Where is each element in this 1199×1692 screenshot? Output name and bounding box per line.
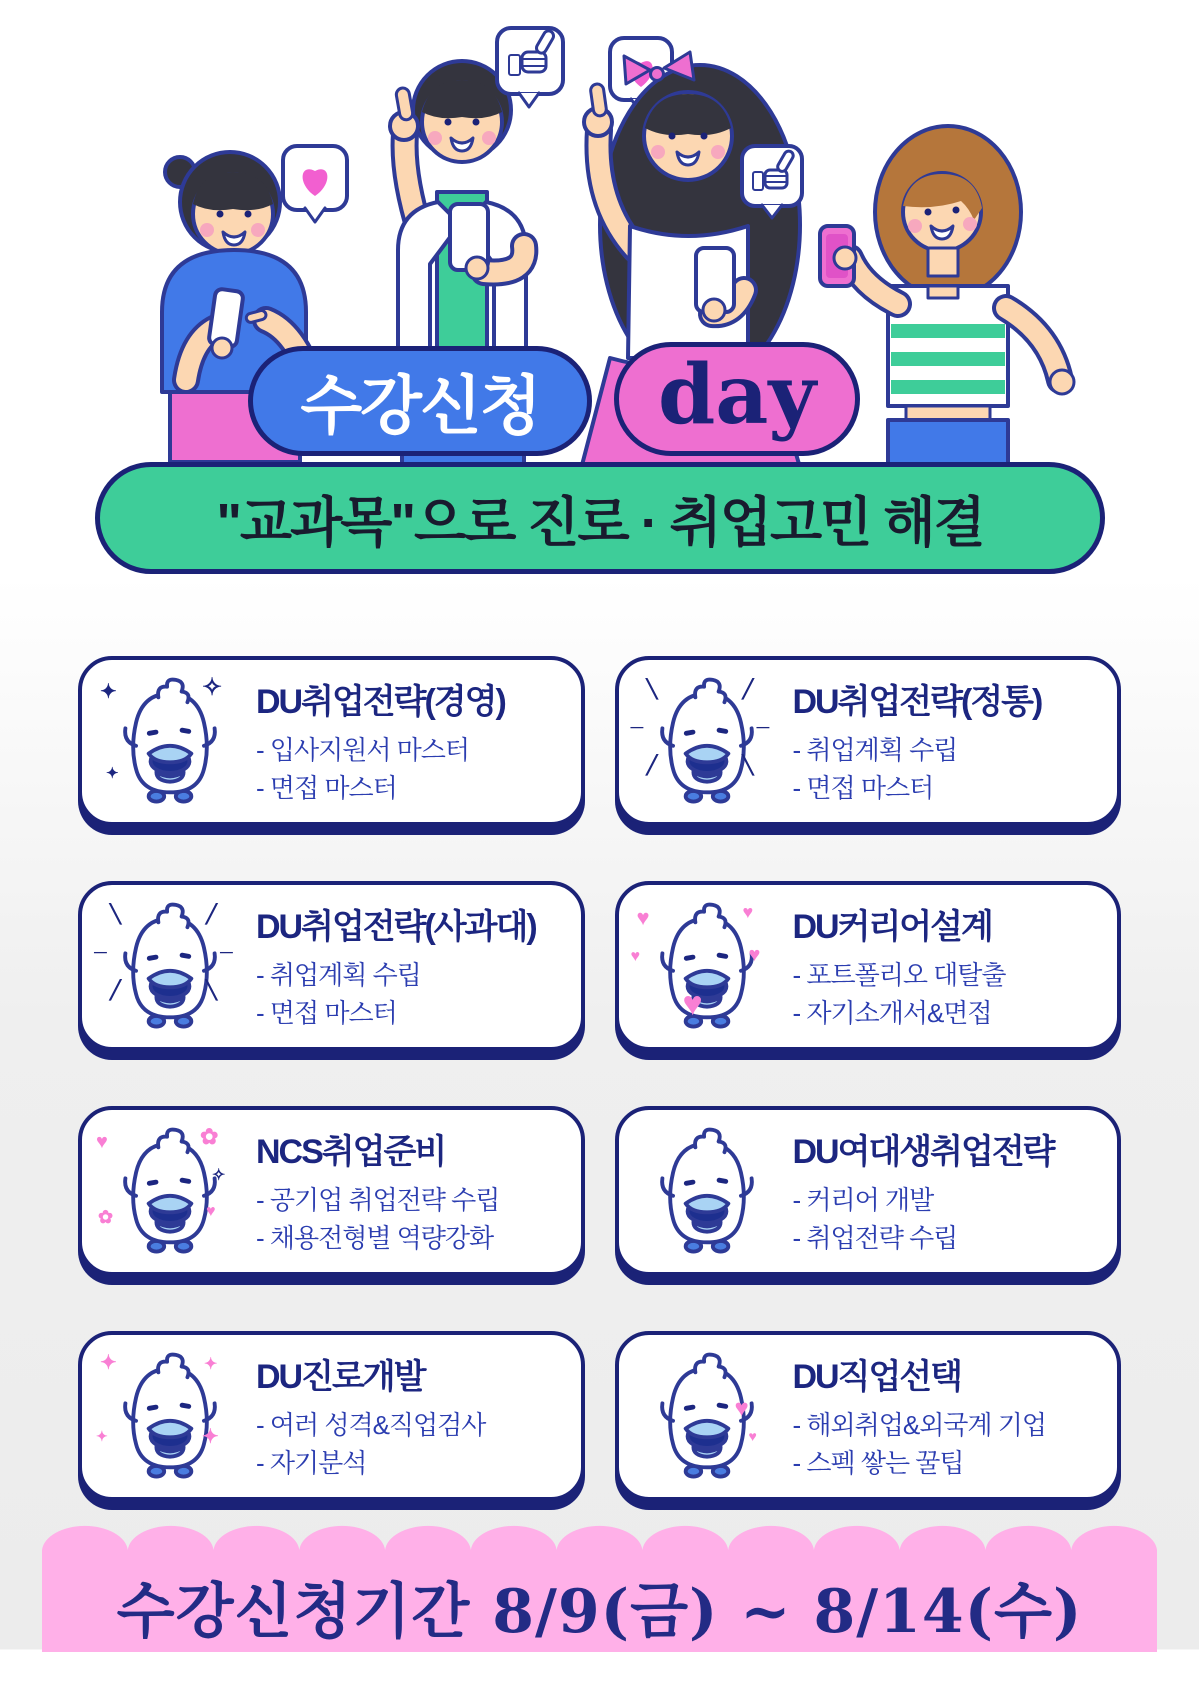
headline-banner (95, 462, 1105, 574)
duck-icon (106, 1126, 234, 1254)
card-text (246, 1349, 485, 1482)
pink-accent-glyph: ✿ (98, 1207, 114, 1227)
pink-accent-glyph: ♥ (748, 1428, 757, 1444)
card-bullet: - 커리어 개발 (792, 1185, 934, 1216)
card-title: DU취업전략(사과대) (256, 908, 536, 947)
card-bullet: - 스펙 쌓는 꿀팁 (792, 1448, 964, 1478)
pink-accent-glyph: ♥ (734, 1395, 749, 1422)
navy-accent-glyph: ╲ (742, 755, 754, 775)
duck-icon (106, 901, 234, 1029)
pink-accent-glyph: ✦ (96, 1428, 108, 1444)
program-cards (78, 656, 1121, 1501)
card-text (246, 674, 505, 807)
registration-period-text: 수강신청기간 8/9(금) ~ 8/14(수) (116, 1577, 1083, 1647)
card-bullet: - 해외취업&외국계 기업 (792, 1410, 1046, 1441)
card-bullet: - 면접 마스터 (256, 998, 397, 1028)
card-title: DU진로개발 (256, 1358, 425, 1397)
card-bullet: - 입사지원서 마스터 (256, 735, 470, 766)
card-bullet: - 자기소개서&면접 (792, 998, 992, 1028)
thumbs-up-bubble-icon (497, 28, 563, 107)
card-bullet: - 면접 마스터 (792, 773, 934, 803)
card-title: DU커리어설계 (792, 908, 992, 947)
navy-accent-glyph: ✧ (202, 674, 223, 701)
duck-icon (643, 676, 771, 804)
pink-accent-glyph: ✦ (202, 1426, 219, 1448)
pink-accent-glyph: ♥ (682, 985, 703, 1023)
pink-accent-glyph: ♥ (748, 944, 761, 966)
navy-accent-glyph: ╱ (742, 679, 754, 699)
duck-waving-icon (94, 891, 246, 1041)
duck-shy-icon (631, 1116, 783, 1266)
pink-accent-glyph: ♥ (636, 905, 650, 930)
card-title: DU취업전략(경영) (256, 683, 505, 722)
program-card (615, 1331, 1122, 1501)
navy-accent-glyph: ╲ (110, 904, 121, 924)
card-bullet: - 여러 성격&직업검사 (256, 1410, 486, 1441)
duck-icon (643, 901, 771, 1029)
duck-cheering-icon (631, 666, 783, 816)
navy-accent-glyph: ╱ (206, 904, 217, 924)
badge-day (614, 342, 860, 456)
navy-accent-glyph: ✦ (106, 765, 119, 782)
navy-accent-glyph: ✦ (100, 681, 117, 703)
card-text (783, 674, 1042, 807)
pink-accent-glyph: ♥ (96, 1131, 108, 1153)
duck-thumbs-up-icon (94, 1341, 246, 1491)
program-card (78, 1106, 585, 1276)
card-bullet: - 자기분석 (256, 1448, 367, 1478)
card-bullet: - 채용전형별 역량강화 (256, 1223, 494, 1253)
badge-sugang-sincheong (248, 346, 592, 456)
navy-accent-glyph: ✧ (212, 1167, 226, 1184)
navy-accent-glyph: ╲ (206, 980, 217, 1000)
card-bullet: - 취업계획 수립 (792, 735, 958, 766)
pink-accent-glyph: ♥ (630, 948, 640, 965)
card-bullet: - 면접 마스터 (256, 773, 397, 803)
pink-accent-glyph: ✦ (204, 1356, 218, 1373)
duck-finger-heart-icon (631, 1341, 783, 1491)
program-card (78, 656, 585, 826)
program-card (78, 1331, 585, 1501)
pink-accent-glyph: ✿ (200, 1124, 219, 1149)
person-4 (820, 126, 1074, 480)
card-bullet: - 취업전략 수립 (792, 1223, 958, 1253)
badge-secondary-label: day (657, 347, 817, 443)
duck-icon (643, 1351, 771, 1479)
duck-icon (106, 676, 234, 804)
navy-accent-glyph: ─ (220, 942, 233, 962)
duck-starry-eyes-icon (94, 1116, 246, 1266)
card-bullet: - 공기업 취업전략 수립 (256, 1185, 500, 1216)
card-text (783, 899, 1006, 1032)
headline-text: "교과목"으로 진로 · 취업고민 해결 (216, 492, 984, 553)
navy-accent-glyph: ─ (630, 717, 644, 737)
card-bullet: - 취업계획 수립 (256, 960, 421, 991)
navy-accent-glyph: ╱ (646, 755, 658, 775)
duck-icon (106, 1351, 234, 1479)
card-title: NCS취업준비 (256, 1133, 446, 1172)
program-card (78, 881, 585, 1051)
program-card (615, 881, 1122, 1051)
pink-accent-glyph: ♥ (206, 1203, 216, 1220)
navy-accent-glyph: ─ (94, 942, 107, 962)
duck-heart-icon (631, 891, 783, 1041)
navy-accent-glyph: ╲ (646, 679, 658, 699)
pink-accent-glyph: ♥ (742, 902, 754, 922)
footer-banner (42, 1522, 1157, 1652)
card-title: DU여대생취업전략 (792, 1133, 1054, 1172)
thumbs-up-bubble-icon (742, 146, 802, 218)
duck-icon (643, 1126, 771, 1254)
card-title: DU직업선택 (792, 1358, 961, 1397)
card-title: DU취업전략(정통) (792, 683, 1042, 722)
card-bullet: - 포트폴리오 대탈출 (792, 960, 1006, 991)
card-text (783, 1124, 1054, 1257)
program-card (615, 1106, 1122, 1276)
duck-laughing-icon (94, 666, 246, 816)
card-text (246, 1124, 499, 1257)
card-text (246, 899, 536, 1032)
heart-bubble-icon (283, 146, 347, 222)
badge-primary-label: 수강신청 (300, 370, 540, 442)
pink-accent-glyph: ✦ (100, 1352, 117, 1374)
program-card (615, 656, 1122, 826)
card-text (783, 1349, 1047, 1482)
navy-accent-glyph: ─ (756, 717, 770, 737)
navy-accent-glyph: ╱ (110, 980, 121, 1000)
